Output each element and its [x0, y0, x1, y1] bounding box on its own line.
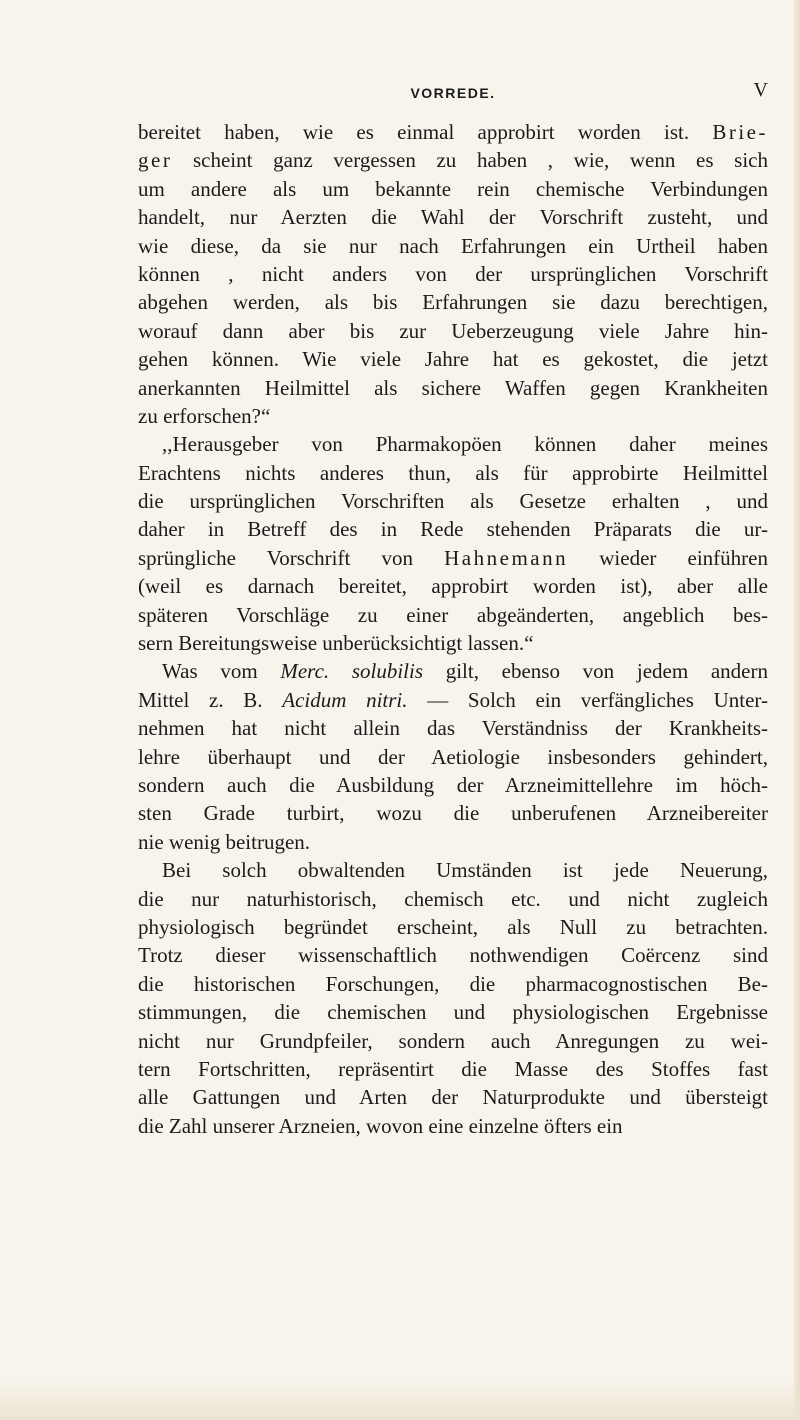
text-segment: alle Gattungen und Arten der Naturprodukte und übersteigt — [138, 1085, 768, 1110]
text-segment: ger — [138, 148, 173, 173]
text-segment: bereitet haben, wie es einmal approbirt worden ist. — [138, 120, 713, 144]
text-segment: worauf dann aber bis zur Ueberzeugung viele Jahre hin- — [138, 318, 768, 343]
text-segment: sprüngliche Vorschrift von — [138, 545, 445, 570]
text-segment: gehen können. Wie viele Jahre hat es gekostet, die jetzt — [138, 347, 768, 372]
text-line — [138, 402, 768, 430]
text-line — [138, 260, 768, 288]
text-line — [138, 714, 768, 742]
text-segment: abgehen werden, als bis Erfahrungen sie dazu berechtigen, — [138, 290, 768, 315]
text-segment: wieder einführen — [568, 545, 768, 570]
text-line — [138, 1055, 768, 1083]
text-segment: die Zahl unserer Arzneien, wovon eine einzelne öfters ein — [138, 1113, 623, 1138]
text-segment: können , nicht anders von der ursprünglichen Vorschrift — [138, 261, 768, 286]
text-segment: sondern auch die Ausbildung der Arzneimittellehre im höch- — [138, 772, 768, 797]
text-segment: daher in Betreff des in Rede stehenden Präparats die ur- — [138, 517, 768, 542]
text-line — [138, 175, 768, 203]
text-segment: die ursprünglichen Vorschriften als Gesetze erhalten , und — [138, 489, 768, 514]
text-line — [138, 1027, 768, 1055]
text-segment: Bei solch obwaltenden Umständen ist jede Neuerung, — [162, 858, 768, 883]
text-segment: tern Fortschritten, repräsentirt die Masse des Stoffes fast — [138, 1056, 768, 1081]
text-line — [138, 203, 768, 231]
text-line — [138, 856, 768, 884]
text-segment: — Solch ein verfängliches Unter- — [407, 687, 768, 712]
italic-wrapper — [282, 688, 407, 712]
text-line — [138, 828, 768, 856]
text-segment: die nur naturhistorisch, chemisch etc. und nicht zugleich — [138, 886, 768, 911]
text-line — [138, 232, 768, 260]
italic-term: Acidum nitri. — [282, 687, 408, 712]
text-line — [138, 146, 768, 174]
text-segment: Was vom — [162, 659, 281, 684]
text-line — [138, 544, 768, 572]
text-line — [138, 1083, 768, 1111]
text-segment: die historischen Forschungen, die pharmacognostischen Be- — [138, 971, 768, 996]
text-line — [138, 799, 768, 827]
text-segment: ,,Herausgeber von Pharmakopöen können daher meines — [162, 432, 768, 457]
running-header — [138, 79, 768, 109]
text-segment: zu erforschen?“ — [138, 403, 271, 428]
page-number: V — [753, 79, 768, 101]
text-line — [138, 629, 768, 657]
text-line — [138, 459, 768, 487]
text-segment: anerkannten Heilmittel als sichere Waffen gegen Krankheiten — [138, 375, 768, 400]
italic-wrapper — [280, 659, 423, 683]
text-line — [138, 430, 768, 458]
running-title: VORREDE. — [410, 85, 496, 101]
spaced-name: Brie- — [712, 120, 768, 144]
text-line — [138, 885, 768, 913]
text-segment: scheint ganz vergessen zu haben , wie, wenn es sich — [172, 148, 768, 173]
text-line — [138, 601, 768, 629]
text-segment: Trotz dieser wissenschaftlich nothwendigen Coërcenz sind — [138, 943, 768, 968]
text-segment: lehre überhaupt und der Aetiologie insbesonders gehindert, — [138, 744, 768, 769]
body-text — [138, 118, 768, 1140]
text-segment: nicht nur Grundpfeiler, sondern auch Anregungen zu wei- — [138, 1028, 768, 1053]
text-line — [138, 941, 768, 969]
text-segment: Mittel z. B. — [138, 687, 283, 712]
text-line — [138, 374, 768, 402]
text-line — [138, 998, 768, 1026]
text-segment: wie diese, da sie nur nach Erfahrungen ein Urtheil haben — [138, 233, 768, 258]
text-line — [138, 317, 768, 345]
text-line — [138, 1112, 768, 1140]
text-segment: (weil es darnach bereitet, approbirt worden ist), aber alle — [138, 574, 768, 599]
text-line — [138, 743, 768, 771]
text-segment: gilt, ebenso von jedem andern — [423, 659, 768, 684]
text-segment: stimmungen, die chemischen und physiologischen Ergebnisse — [138, 1000, 768, 1025]
text-line — [138, 771, 768, 799]
text-segment: handelt, nur Aerzten die Wahl der Vorschrift zusteht, und — [138, 205, 768, 230]
text-segment: um andere als um bekannte rein chemische Verbindungen — [138, 176, 768, 201]
spaced-name: Hahnemann — [444, 545, 569, 570]
text-segment: späteren Vorschläge zu einer abgeänderten, angeblich bes- — [138, 602, 768, 627]
text-line — [138, 913, 768, 941]
text-line — [138, 288, 768, 316]
text-line — [138, 970, 768, 998]
text-line — [138, 515, 768, 543]
text-line — [138, 686, 768, 714]
text-segment: Erachtens nichts anderes thun, als für approbirte Heilmittel — [138, 460, 768, 485]
text-line — [138, 572, 768, 600]
text-line — [138, 487, 768, 515]
page-edge-shadow — [794, 0, 800, 1420]
text-segment: nie wenig beitrugen. — [138, 829, 311, 854]
text-segment: sten Grade turbirt, wozu die unberufenen Arzneibereiter — [138, 801, 768, 826]
text-segment: nehmen hat nicht allein das Verständniss der Krankheits- — [138, 716, 768, 741]
text-line — [138, 657, 768, 685]
italic-term: Merc. solubilis — [280, 659, 424, 684]
text-line — [138, 345, 768, 373]
page-bottom-shade — [0, 1380, 800, 1420]
text-line — [138, 118, 768, 146]
text-segment: physiologisch begründet erscheint, als Null zu betrachten. — [138, 914, 768, 939]
text-segment: sern Bereitungsweise unberücksichtigt lassen.“ — [138, 631, 534, 656]
